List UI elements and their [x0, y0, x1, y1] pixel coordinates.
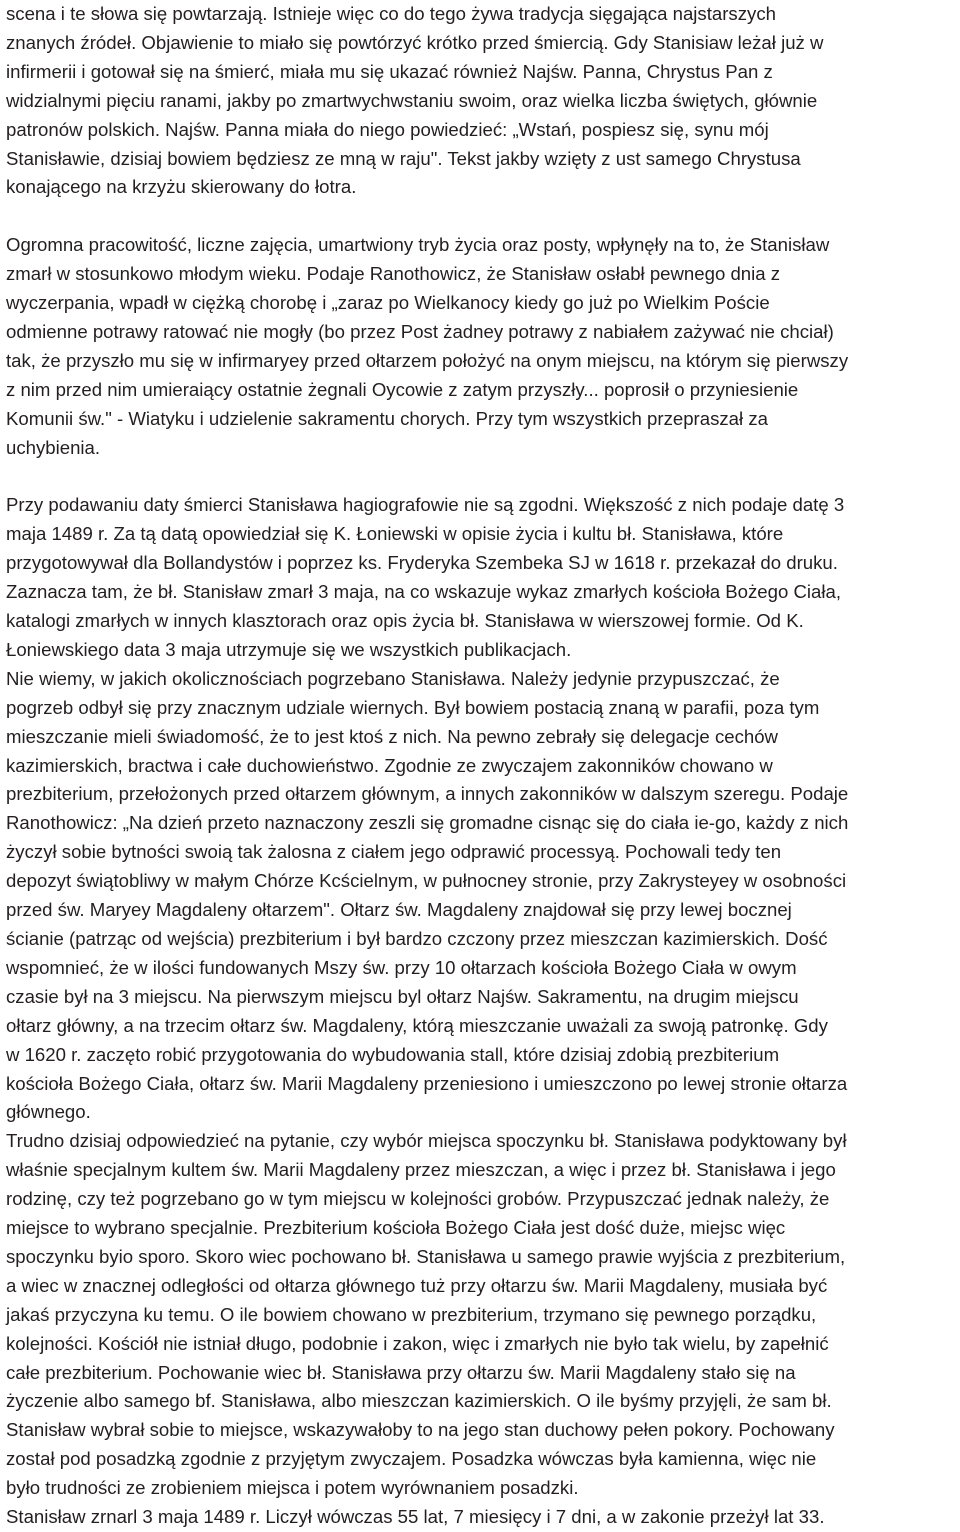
paragraph-death-date: Przy podawaniu daty śmierci Stanisława hagiografowie nie są zgodni. Większość z nich podaje datę 3 maja 1489 r. Za tą datą opowiedział się K. Łoniewski w opisie życia i kultu bł. Stanisława, które przygotowywał dla Bollandystów i poprzez ks. Fryderyka Szembeka SJ w 1618 r. przekazał do druku. Zaznacza tam, że bł. Stanisław zmarł 3 maja, na co wskazuje wykaz zmarłych kościoła Bożego Ciała, katalogi zmarłych w innych klasztorach oraz opis życia bł. Stanisława w wierszowej formie. Od K. Łoniewskiego data 3 maja utrzymuje się we wszystkich publikacjach. — [6, 494, 845, 660]
paragraph-spacer — [6, 462, 956, 491]
paragraph-revelation: scena i te słowa się powtarzają. Istnieje więc co do tego żywa tradycja sięgająca najstarszych znanych źródeł. Objawienie to miało się powtórzyć krótko przed śmiercią. Gdy Stanisiaw leżał już w infirmerii i gotował się na śmierć, miała mu się ukazać również Najśw. Panna, Chrystus Pan z widzialnymi pięciu ranami, jakby po zmartwychwstaniu swoim, oraz wielka liczba świętych, głównie patronów polskich. Najśw. Panna miała do niego powiedzieć: „Wstań, pospiesz się, synu mój Stanisławie, dzisiaj bowiem będziesz ze mną w raju". Tekst jakby wzięty z ust samego Chrystusa konającego na krzyżu skierowany do łotra. — [6, 3, 824, 198]
document-page — [6, 0, 956, 1532]
paragraph-illness: Ogromna pracowitość, liczne zajęcia, umartwiony tryb życia oraz posty, wpłynęły na to, że Stanisław zmarł w stosunkowo młodym wieku. Podaje Ranothowicz, że Stanisław osłabł pewnego dnia z wyczerpania, wpadł w ciężką chorobę i „zaraz po Wielkanocy kiedy go już po Wielkim Poście odmienne potrawy ratować nie mogły (bo przez Post żadney potrawy z nabiałem zażywać nie chciał) tak, że przyszło mu się w infirmaryey przed ołtarzem położyć na onym miejscu, na którym się pierwszy z nim przed nim umieraiący ostatnie żegnali Oycowie z zatym przyszły... poprosił o przyniesienie Komunii św." - Wiatyku i udzielenie sakramentu chorych. Przy tym wszystkich przepraszał za uchybienia. — [6, 234, 849, 458]
paragraph-burial: Nie wiemy, w jakich okolicznościach pogrzebano Stanisława. Należy jedynie przypuszczać, że pogrzeb odbył się przy znacznym udziale wiernych. Był bowiem postacią znaną w parafii, poza tym mieszczanie mieli świadomość, że to jest ktoś z nich. Na pewno zebrały się delegacje cechów kazimierskich, bractwa i całe duchowieństwo. Zgodnie ze zwyczajem zakonników chowano w prezbiterium, przełożonych przed ołtarzem głównym, a innych zakonników w dalszym szeregu. Podaje Ranothowicz: „Na dzień przeto naznaczony zeszli się gromadne cisnąc się do ciała ie-go, każdy z nich życzył sobie bytności swoią tak żalosna z ciałem jego odprawić processyą. Pochowali tedy ten depozyt świątobliwy w małym Chórze Kcścielnym, w pułnocney stronie, przy Zakrysteyey w osobności przed św. Maryey Magdaleny ołtarzem". Ołtarz św. Magdaleny znajdował się przy lewej bocznej ścianie (patrząc od wejścia) prezbiterium i był bardzo czczony przez mieszczan kazimierskich. Dość wspomnieć, że w ilości fundowanych Mszy św. przy 10 ołtarzach kościoła Bożego Ciała w owym czasie był na 3 miejscu. Na pierwszym miejscu byl ołtarz Najśw. Sakramentu, na drugim miejscu ołtarz główny, a na trzecim ołtarz św. Magdaleny, którą mieszczanie uważali za swoją patronkę. Gdy w 1620 r. zaczęto robić przygotowania do wybudowania stall, które dzisiaj zdobią prezbiterium kościoła Bożego Ciała, ołtarz św. Marii Magdaleny przeniesiono i umieszczono po lewej stronie ołtarza głównego. — [6, 667, 849, 1123]
paragraph-spacer — [6, 202, 956, 231]
paragraph-summary: Stanisław zrnarl 3 maja 1489 r. Liczył wówczas 55 lat, 7 miesięcy i 7 dni, a w zakonie przeżył lat 33. — [6, 1506, 825, 1528]
paragraph-burial-place: Trudno dzisiaj odpowiedzieć na pytanie, czy wybór miejsca spoczynku bł. Stanisława podyktowany był właśnie specjalnym kultem św. Marii Magdaleny przez mieszczan, a więc i przez bł. Stanisława i jego rodzinę, czy też pogrzebano go w tym miejscu w kolejności grobów. Przypuszczać jednak należy, że miejsce to wybrano specjalnie. Prezbiterium kościoła Bożego Ciała jest dość duże, miejsc więc spoczynku byio sporo. Skoro wiec pochowano bł. Stanisława u samego prawie wyjścia z prezbiterium, a wiec w znacznej odległości od ołtarza głównego tuż przy ołtarzu św. Marii Magdaleny, musiała być jakaś przyczyna ku temu. O ile bowiem chowano w prezbiterium, trzymano się pewnego porządku, kolejności. Kościół nie istniał długo, podobnie i zakon, więc i zmarłych nie było tak wielu, by zapełnić całe prezbiterium. Pochowanie wiec bł. Stanisława przy ołtarzu św. Marii Magdaleny stało się na życzenie albo samego bf. Stanisława, albo mieszczan kazimierskich. O ile byśmy przyjęli, że sam bł. Stanisław wybrał sobie to miejsce, wskazywałoby to na jego stan duchowy pełen pokory. Pochowany został pod posadzką zgodnie z przyjętym zwyczajem. Posadzka wówczas była kamienna, więc nie było trudności ze zrobieniem miejsca i potem wyrównaniem posadzki. — [6, 1130, 847, 1499]
